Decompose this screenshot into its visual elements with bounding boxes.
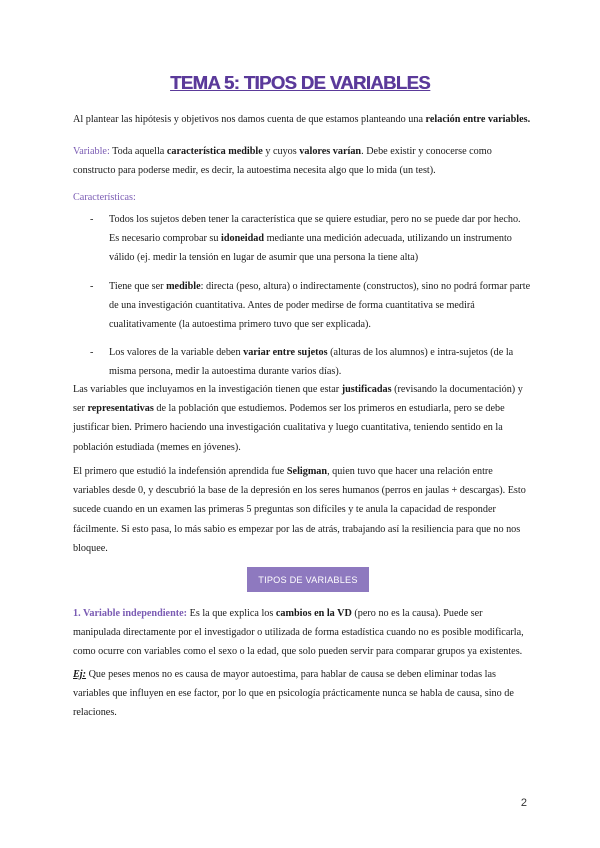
- para2-text-2: , quien tuvo que hacer una relación entre variables desde 0, y descubrió la base de la depresión en los seres humanos (perros en jaulas + descargas). Esto sucede cuando en un examen las primeras 5 preguntas son difíciles y te anula la capacidad de responder fácilmente. Si esto pasa, lo más sabio es empezar por las de atrás, trabajando así la resiliencia para que no nos bloquee.: [73, 466, 526, 554]
- characteristics-list: [73, 210, 531, 382]
- independent-bold-1: cambios en la VD: [275, 608, 352, 619]
- independent-label: 1. Variable independiente:: [73, 608, 188, 619]
- list-item: [73, 343, 531, 381]
- para2-text-1: El primero que estudió la indefensión aprendida fue: [73, 466, 287, 477]
- para1-bold-1: justificadas: [341, 384, 392, 395]
- section-header-box: [247, 567, 369, 592]
- list-item-text: Los valores de la variable deben: [109, 347, 244, 359]
- para1-text-3: de la población que estudiemos. Podemos ser los primeros en estudiarla, pero se debe justificar bien. Primero haciendo una investigación cualitativa y luego cuantitativa, teniendo sentido en la población estudiada (memes en jóvenes).: [73, 403, 505, 453]
- list-item-bold: medible: [166, 280, 201, 292]
- justification-paragraph: [73, 380, 531, 457]
- para1-bold-2: representativas: [87, 403, 154, 415]
- list-item-text: Tiene que ser: [109, 280, 167, 292]
- variable-label: Variable:: [73, 146, 110, 157]
- intro-bold: relación entre variables.: [425, 114, 531, 125]
- list-item-text: (alturas de los alumnos) e intra-sujetos (de la misma persona, medir la autoestima durante varios días).: [109, 347, 514, 378]
- page-number: 2: [520, 797, 527, 809]
- variable-text-1: Toda aquella: [109, 146, 167, 157]
- section-header-label: TIPOS DE VARIABLES: [258, 574, 358, 585]
- list-dash: -: [90, 347, 94, 359]
- para2-bold-1: Seligman: [286, 466, 328, 477]
- independent-variable-paragraph: [73, 604, 531, 662]
- seligman-paragraph: [73, 462, 531, 558]
- example-paragraph: [73, 665, 531, 723]
- variable-text-3: . Debe existir y conocerse como constructo para poderse medir, es decir, la autoestima necesita algo que lo mida (un test).: [73, 146, 492, 177]
- characteristics-list-wrap: [73, 210, 531, 391]
- page-title: TEMA 5: TIPOS DE VARIABLES: [170, 72, 430, 93]
- list-item: [73, 210, 531, 268]
- list-item-bold: idoneidad: [221, 233, 265, 245]
- para1-text-1: Las variables que incluyamos en la investigación tienen que estar: [73, 384, 342, 395]
- intro-paragraph: [73, 110, 531, 129]
- example-label: Ej:: [73, 669, 87, 680]
- list-item: [73, 277, 531, 335]
- example-text: Que peses menos no es causa de mayor autoestima, para hablar de causa se deben eliminar todas las variables que influyen en ese factor, por lo que en psicología prácticamente nunca se habla de causa, sino de relaciones.: [73, 669, 514, 719]
- intro-text: Al plantear las hipótesis y objetivos nos damos cuenta de que estamos planteando una: [73, 114, 426, 125]
- characteristics-heading-text: Características:: [73, 192, 136, 203]
- independent-text-2: (pero no es la causa). Puede ser manipulada directamente por el investigador o utilizada de forma estadística cuando no es posible modificarla, como ocurre con variables como el sexo o la edad, que solo pueden servir para comparar grupos ya existentes.: [73, 608, 524, 658]
- variable-bold-2: valores varían: [299, 146, 362, 157]
- list-dash: -: [90, 280, 94, 292]
- independent-text-1: Es la que explica los: [187, 608, 276, 619]
- characteristics-heading: [73, 188, 531, 207]
- list-dash: -: [90, 214, 94, 225]
- list-item-bold: variar entre sujetos: [243, 347, 328, 359]
- variable-text-2: y cuyos: [262, 146, 300, 157]
- variable-definition: [73, 142, 531, 180]
- list-item-text: mediante una medición adecuada, utilizando un instrumento válido (ej. medir la tensión en lugar de asumir que una persona la tiene alta): [109, 233, 512, 264]
- variable-bold-1: característica medible: [166, 146, 263, 157]
- list-item-text: Todos los sujetos deben tener la característica que se quiere estudiar, pero no se puede dar por hecho. Es necesario comprobar su: [109, 214, 521, 245]
- para1-text-2: (revisando la documentación) y ser: [73, 384, 523, 415]
- list-item-text: : directa (peso, altura) o indirectamente (constructos), sino no podrá formar parte de una investigación cuantitativa. Antes de poder medirse de forma cuantitativa se medirá cualitativamente (la autoestima primero tuvo que ser explicada).: [109, 280, 531, 331]
